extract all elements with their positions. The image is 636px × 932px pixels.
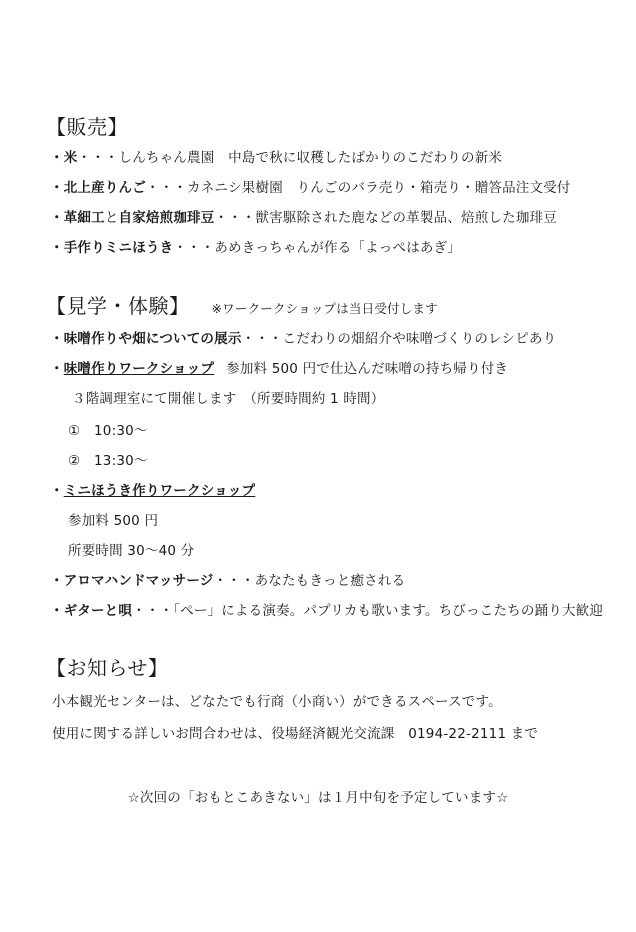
experience-heading xyxy=(46,293,438,322)
aroma-item xyxy=(50,571,405,591)
broom-workshop-fee: 参加料 500 円 xyxy=(68,513,159,529)
sales-item-apple xyxy=(50,178,571,198)
experience-note: ※ワークークショップは当日受付します xyxy=(211,301,438,316)
notice-line-2: 使用に関する詳しいお問合わせは、役場経済観光交流課 0194-22-2111 まで xyxy=(52,726,539,742)
item-name: 味噌作りワークショップ xyxy=(63,361,215,377)
sales-item-rice xyxy=(50,148,502,168)
miso-workshop-item xyxy=(50,359,508,379)
item-desc: ・・・カネニシ果樹園 りんごのバラ売り・箱売り・贈答品注文受付 xyxy=(145,180,571,196)
miso-workshop-venue: ３階調理室にて開催します （所要時間約 1 時間） xyxy=(72,391,385,407)
miso-workshop-time-2: ② 13:30～ xyxy=(68,453,148,469)
sales-item-broom xyxy=(50,238,461,258)
item-connector: と xyxy=(104,210,119,226)
item-name-2: 自家焙煎珈琲豆 xyxy=(118,210,215,226)
broom-workshop-time: 所要時間 30～40 分 xyxy=(68,543,195,559)
item-name: ミニほうき作りワークショップ xyxy=(63,483,256,499)
item-name: ・革細工 xyxy=(50,210,105,226)
sales-item-leather-coffee xyxy=(50,208,557,228)
notice-heading: 【お知らせ】 xyxy=(46,656,169,680)
item-desc: 参加料 500 円で仕込んだ味噌の持ち帰り付き xyxy=(226,361,509,377)
item-desc: ・・・「ぺー」による演奏。パプリカも歌います。ちびっこたちの踊り大歓迎 xyxy=(132,603,604,619)
item-desc: ・・・こだわりの畑紹介や味噌づくりのレシピあり xyxy=(241,331,557,347)
item-prefix: ・ xyxy=(50,361,64,377)
exhibit-item xyxy=(50,329,556,349)
next-event-note: ☆次回の「おもとこあきない」は１月中旬を予定しています☆ xyxy=(127,790,509,806)
sales-heading: 【販売】 xyxy=(46,115,128,139)
item-desc: ・・・あなたもきっと癒される xyxy=(213,573,406,589)
item-desc: ・・・しんちゃん農園 中島で秋に収穫したばかりのこだわりの新米 xyxy=(77,150,503,166)
item-desc: ・・・獣害駆除された鹿などの革製品、焙煎した珈琲豆 xyxy=(214,210,557,226)
item-name: ・ギターと唄 xyxy=(50,603,133,619)
item-prefix: ・ xyxy=(50,483,64,499)
item-name: ・米 xyxy=(50,150,78,166)
experience-title: 【見学・体験】 xyxy=(46,294,190,318)
miso-workshop-time-1: ① 10:30～ xyxy=(68,423,148,439)
notice-line-1: 小本観光センターは、どなたでも行商（小商い）ができるスペースです。 xyxy=(52,694,502,710)
item-desc: ・・・あめきっちゃんが作る「よっぺはあぎ」 xyxy=(173,240,462,256)
broom-workshop-item xyxy=(50,481,255,501)
item-name: ・味噌作りや畑についての展示 xyxy=(50,331,242,347)
item-name: ・アロマハンドマッサージ xyxy=(50,573,214,589)
guitar-item xyxy=(50,601,603,621)
item-name: ・北上産りんご xyxy=(50,180,146,196)
item-name: ・手作りミニほうき xyxy=(50,240,174,256)
